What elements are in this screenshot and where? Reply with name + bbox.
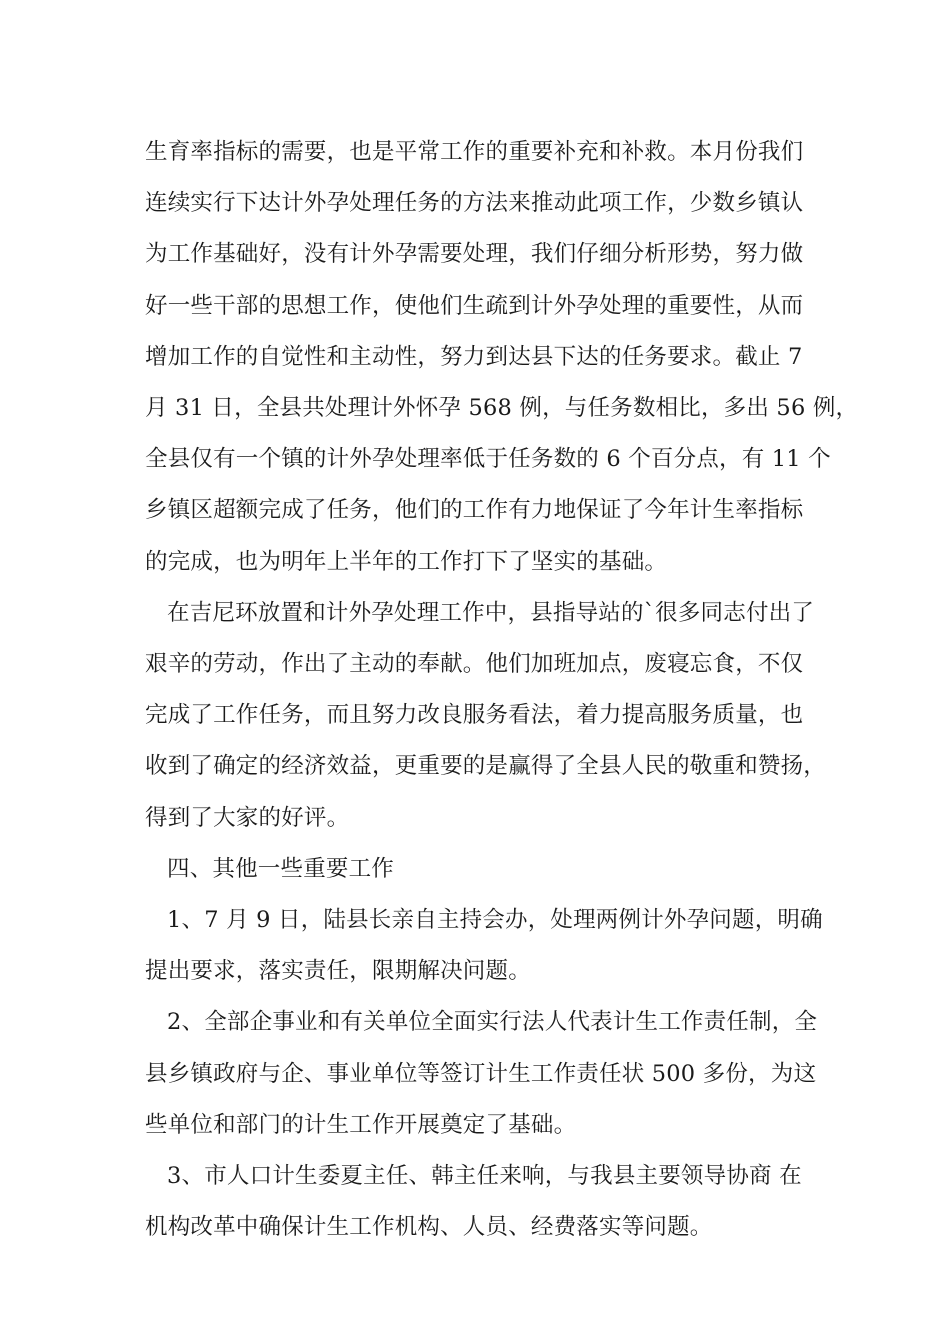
text-line: 些单位和部门的计生工作开展奠定了基础。 [145, 1111, 577, 1138]
section-heading-other-work [145, 844, 820, 895]
list-item-2 [145, 997, 820, 1151]
text-line: 得到了大家的好评。 [145, 804, 350, 831]
text-line: 为工作基础好，没有计外孕需要处理，我们仔细分析形势，努力做 [145, 241, 804, 268]
text-line: 2、全部企事业和有关单位全面实行法人代表计生工作责任制，全 [167, 1009, 818, 1036]
text-line: 艰辛的劳动，作出了主动的奉献。他们加班加点，废寝忘食，不仅 [145, 651, 804, 678]
text-line: 生育率指标的需要，也是平常工作的重要补充和补救。本月份我们 [145, 139, 804, 165]
text-line: 好一些干部的思想工作，使他们生疏到计外孕处理的重要性，从而 [145, 292, 804, 319]
paragraph-fertility-target [145, 127, 859, 588]
list-item-3 [145, 1151, 820, 1253]
text-line: 的完成，也为明年上半年的工作打下了坚实的基础。 [145, 548, 668, 575]
text-line: 1、7 月 9 日，陆县长亲自主持会办，处理两例计外孕问题，明确 [167, 907, 823, 934]
text-line: 完成了工作任务，而且努力改良服务看法，着力提高服务质量，也 [145, 702, 804, 729]
text-line: 提出要求，落实责任，限期解决问题。 [145, 958, 531, 985]
document-body [145, 127, 859, 1253]
list-item-1 [145, 895, 823, 997]
text-line: 机构改革中确保计生工作机构、人员、经费落实等问题。 [145, 1214, 713, 1241]
paragraph-guidance-station [145, 588, 827, 844]
text-line: 增加工作的自觉性和主动性，努力到达县下达的任务要求。截止 7 [145, 343, 803, 370]
text-line: 在吉尼环放置和计外孕处理工作中，县指导站的`很多同志付出了 [167, 599, 815, 626]
text-line: 3、市人口计生委夏主任、韩主任来响，与我县主要领导协商 在 [167, 1163, 802, 1190]
text-line: 连续实行下达计外孕处理任务的方法来推动此项工作，少数乡镇认 [145, 190, 804, 217]
text-line: 收到了确定的经济效益，更重要的是赢得了全县人民的敬重和赞扬， [145, 753, 827, 780]
text-line: 全县仅有一个镇的计外孕处理率低于任务数的 6 个百分点，有 11 个 [145, 446, 831, 473]
text-line: 县乡镇政府与企、事业单位等签订计生工作责任状 500 多份，为这 [145, 1060, 817, 1087]
text-line: 月 31 日，全县共处理计外怀孕 568 例，与任务数相比，多出 56 例， [145, 395, 859, 422]
section-heading: 四、其他一些重要工作 [167, 855, 395, 882]
text-line: 乡镇区超额完成了任务，他们的工作有力地保证了今年计生率指标 [145, 497, 804, 524]
